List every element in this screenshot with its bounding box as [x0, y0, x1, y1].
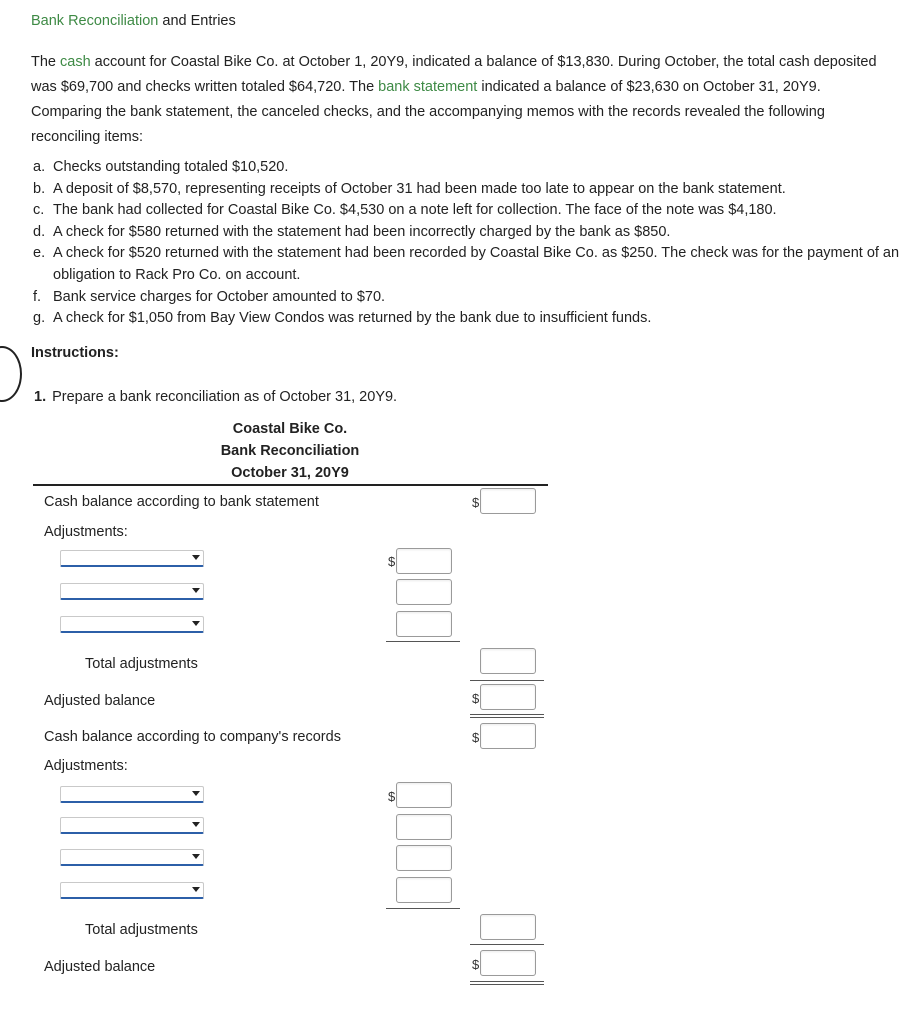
item-text: A check for $1,050 from Bay View Condos was returned by the bank due to insufficient funds.	[53, 310, 652, 327]
company-balance-label: Cash balance according to company's records	[44, 729, 341, 745]
bank-adjusted-balance-input[interactable]	[480, 684, 536, 710]
subtotal-rule	[386, 641, 460, 642]
bank-adjustment-amount-3[interactable]	[396, 611, 452, 637]
bank-balance-label: Cash balance according to bank statement	[44, 494, 319, 510]
item-text: The bank had collected for Coastal Bike Co. $4,530 on a note left for collection. The face of the note was $4,180.	[53, 202, 777, 219]
company-balance-input[interactable]	[480, 723, 536, 749]
bank-adjustment-select-2[interactable]	[60, 583, 204, 600]
dollar-sign: $	[472, 957, 480, 972]
company-adjustments-label: Adjustments:	[44, 758, 128, 774]
chevron-down-icon	[192, 621, 200, 626]
list-item	[33, 243, 913, 286]
list-item	[33, 157, 913, 179]
dollar-sign: $	[388, 554, 396, 569]
list-item	[33, 308, 913, 330]
item-text: A check for $580 returned with the statement had been incorrectly charged by the bank as $850.	[53, 223, 671, 240]
bank-total-adjustments-input[interactable]	[480, 648, 536, 674]
heading-rule	[33, 484, 548, 486]
company-adjustment-amount-2[interactable]	[396, 814, 452, 840]
company-adjustment-select-1[interactable]	[60, 786, 204, 803]
step-marker-circle	[0, 346, 22, 402]
item-label: c.	[33, 202, 45, 219]
bank-adjustment-amount-2[interactable]	[396, 579, 452, 605]
step-text: Prepare a bank reconciliation as of October 31, 20Y9.	[52, 389, 398, 405]
chevron-down-icon	[192, 588, 200, 593]
bank-adjustments-label: Adjustments:	[44, 524, 128, 540]
company-adjustment-select-4[interactable]	[60, 882, 204, 899]
company-adjustment-select-2[interactable]	[60, 817, 204, 834]
dollar-sign: $	[472, 691, 480, 706]
item-label: b.	[33, 180, 46, 197]
item-text: Bank service charges for October amounted to $70.	[53, 288, 386, 305]
company-adjusted-balance-input[interactable]	[480, 950, 536, 976]
chevron-down-icon	[192, 887, 200, 892]
step-number: 1.	[34, 389, 47, 405]
list-item	[33, 222, 913, 244]
item-text: A check for $520 returned with the statement had been recorded by Coastal Bike Co. as $250. The check was for the payment of an obligation to Rack Pro Co. on account.	[53, 245, 900, 283]
dollar-sign: $	[472, 730, 480, 745]
bank-adjustment-select-3[interactable]	[60, 616, 204, 633]
problem-intro	[31, 50, 893, 150]
item-text: Checks outstanding totaled $10,520.	[53, 159, 289, 175]
bank-adjustment-amount-1[interactable]	[396, 548, 452, 574]
bank-statement-link[interactable]: bank statement	[378, 79, 478, 95]
bank-balance-input[interactable]	[480, 488, 536, 514]
company-adjustment-amount-3[interactable]	[396, 845, 452, 871]
list-item	[33, 200, 913, 222]
intro-text-1: The	[31, 54, 61, 70]
company-total-adjustments-input[interactable]	[480, 914, 536, 940]
title-rest: and Entries	[158, 13, 236, 29]
page-title	[31, 13, 236, 29]
item-text: A deposit of $8,570, representing receipts of October 31 had been made too late to appear on the bank statement.	[53, 180, 786, 197]
dollar-sign: $	[388, 789, 396, 804]
bank-total-adjustments-label: Total adjustments	[85, 656, 198, 672]
double-rule-top	[470, 981, 544, 982]
cash-link[interactable]: cash	[60, 54, 91, 70]
total-rule	[470, 944, 544, 945]
item-label: g.	[33, 310, 46, 327]
company-adjustment-amount-1[interactable]	[396, 782, 452, 808]
report-name: Bank Reconciliation	[220, 443, 360, 459]
subtotal-rule	[386, 908, 460, 909]
chevron-down-icon	[192, 791, 200, 796]
list-item	[33, 287, 913, 309]
company-adjustment-amount-4[interactable]	[396, 877, 452, 903]
item-label: d.	[33, 223, 46, 240]
intro-text-2: account for Coastal Bike Co. at October 1, 20Y9, indicated a balance of $13,830. During October, the total cash deposited was $69,700 and checks written totaled $64,720. The	[31, 54, 877, 95]
company-name: Coastal Bike Co.	[232, 421, 348, 437]
reconciling-items-list	[33, 157, 913, 330]
item-label: a.	[33, 159, 46, 175]
chevron-down-icon	[192, 555, 200, 560]
chevron-down-icon	[192, 822, 200, 827]
title-link[interactable]: Bank Reconciliation	[31, 13, 159, 29]
item-label: e.	[33, 245, 46, 262]
instructions-heading: Instructions:	[31, 345, 119, 361]
bank-adjustment-select-1[interactable]	[60, 550, 204, 567]
company-adjustment-select-3[interactable]	[60, 849, 204, 866]
step-1-prompt	[34, 389, 397, 405]
total-rule	[470, 680, 544, 681]
double-rule-bottom	[470, 717, 544, 718]
item-label: f.	[33, 288, 42, 305]
report-date: October 31, 20Y9	[231, 465, 349, 481]
bank-adjusted-balance-label: Adjusted balance	[44, 693, 156, 709]
double-rule-top	[470, 714, 544, 715]
company-adjusted-balance-label: Adjusted balance	[44, 959, 156, 975]
list-item	[33, 179, 913, 201]
double-rule-bottom	[470, 984, 544, 985]
intro-text-3: indicated a balance of $23,630 on October 31, 20Y9. Comparing the bank statement, the canceled checks, and the accompanying memos with the records revealed the following reconciling items:	[31, 79, 825, 145]
chevron-down-icon	[192, 854, 200, 859]
company-total-adjustments-label: Total adjustments	[85, 922, 198, 938]
dollar-sign: $	[472, 495, 480, 510]
